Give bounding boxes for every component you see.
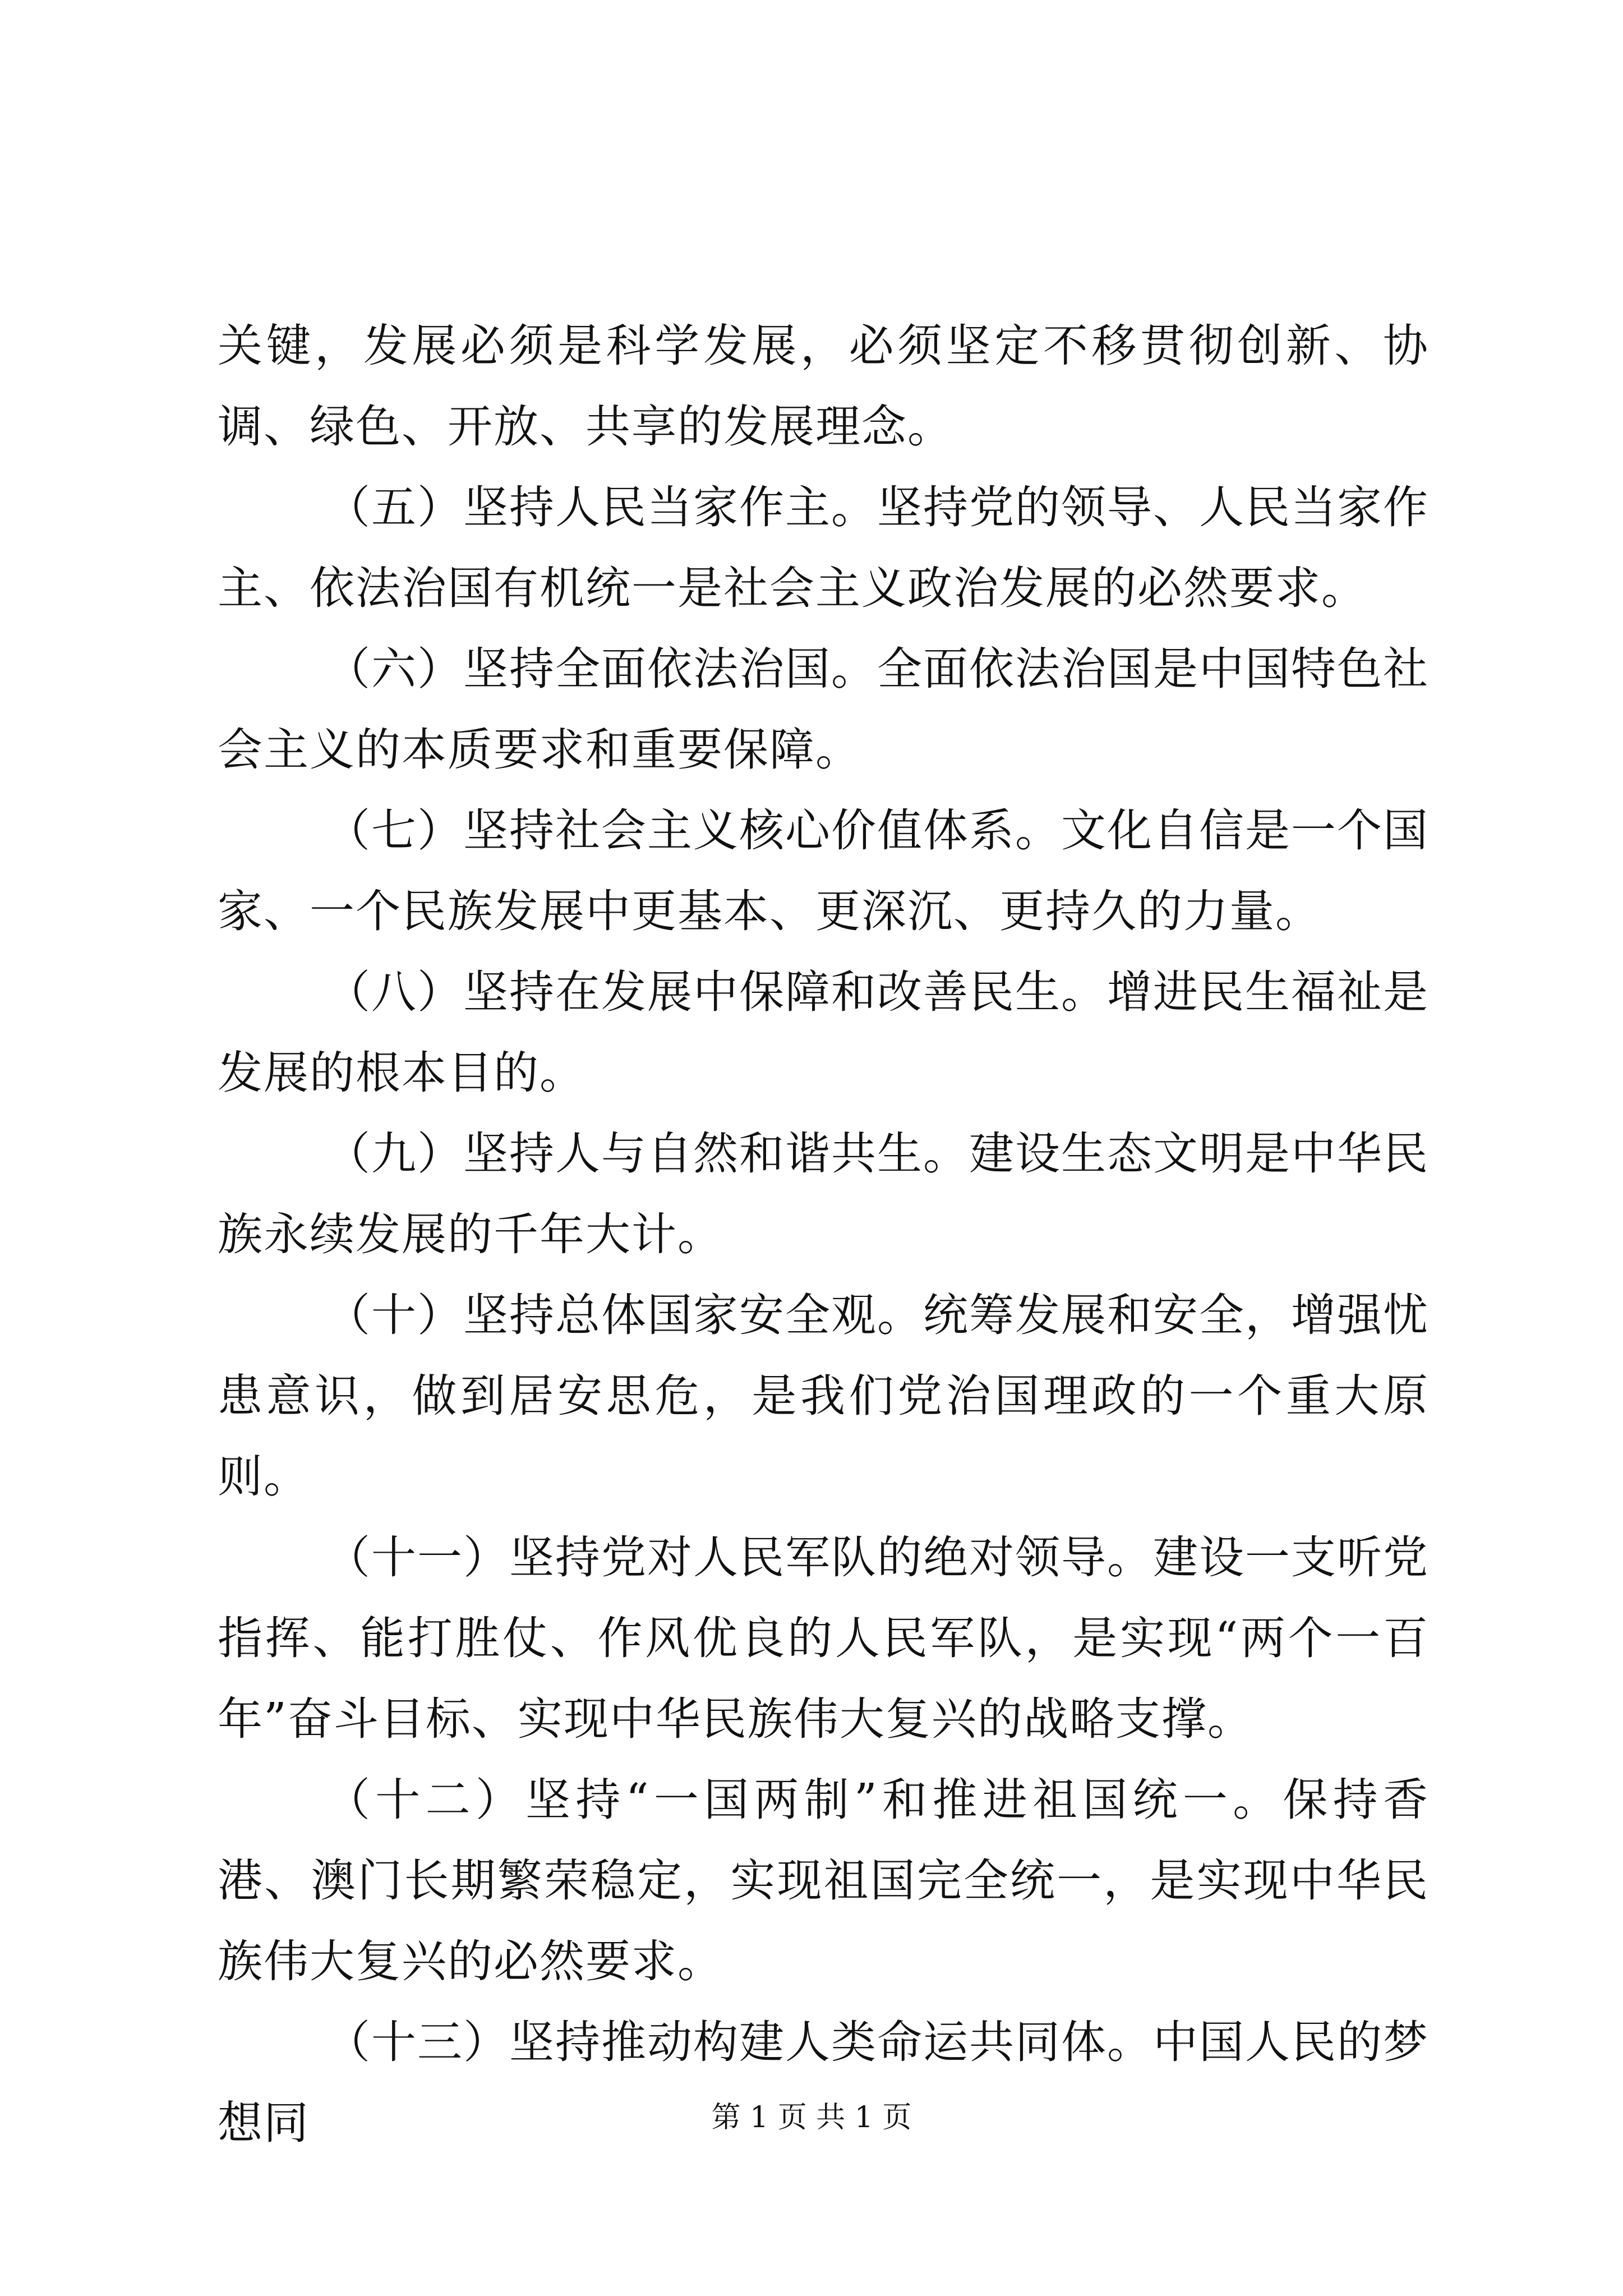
paragraph-item-9: （九）坚持人与自然和谐共生。建设生态文明是中华民族永续发展的千年大计。 — [218, 1128, 1429, 1260]
paragraph-item-12: （十二）坚持“一国两制”和推进祖国统一。保持香港、澳门长期繁荣稳定，实现祖国完全统一，是实现中华民族伟大复兴的必然要求。 — [218, 1774, 1429, 1987]
document-body — [218, 306, 1429, 2164]
paragraph-item-11: （十一）坚持党对人民军队的绝对领导。建设一支听党指挥、能打胜仗、作风优良的人民军队，是实现“两个一百年”奋斗目标、实现中华民族伟大复兴的战略支撑。 — [218, 1531, 1429, 1745]
paragraph-item-6: （六）坚持全面依法治国。全面依法治国是中国特色社会主义的本质要求和重要保障。 — [218, 643, 1429, 776]
paragraph-item-5: （五）坚持人民当家作主。坚持党的领导、人民当家作主、依法治国有机统一是社会主义政治发展的必然要求。 — [218, 481, 1429, 614]
paragraph-item-10: （十）坚持总体国家安全观。统筹发展和安全，增强忧患意识，做到居安思危，是我们党治国理政的一个重大原则。 — [218, 1289, 1429, 1503]
paragraph-item-7: （七）坚持社会主义核心价值体系。文化自信是一个国家、一个民族发展中更基本、更深沉、更持久的力量。 — [218, 804, 1429, 937]
page-footer — [0, 2098, 1623, 2137]
paragraph-continued: 关键，发展必须是科学发展，必须坚定不移贯彻创新、协调、绿色、开放、共享的发展理念。 — [218, 320, 1429, 453]
paragraph-item-8: （八）坚持在发展中保障和改善民生。增进民生福祉是发展的根本目的。 — [218, 966, 1429, 1099]
paragraph-item-13: （十三）坚持推动构建人类命运共同体。中国人民的梦想同 — [218, 2016, 1429, 2149]
page-number-label: 第 1 页 共 1 页 — [711, 2101, 912, 2134]
